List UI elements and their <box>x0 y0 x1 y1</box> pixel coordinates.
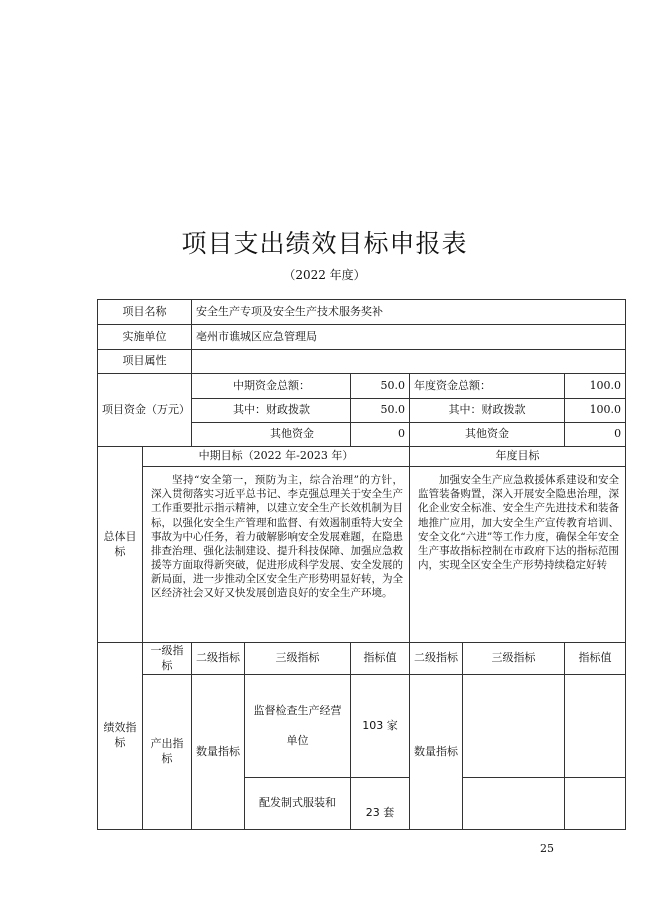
document-subtitle: （2022 年度） <box>283 268 366 282</box>
header-level2: 二级指标 <box>192 643 245 675</box>
mid-fiscal-value: 50.0 <box>351 399 410 423</box>
row1-level3: 监督检查生产经营单位 <box>245 675 351 778</box>
row2-level3: 配发制式服装和 <box>245 778 351 830</box>
mid-goal-text: 坚持“安全第一，预防为主，综合治理”的方针，深入贯彻落实习近平总书记、李克强总理关于安全生产工作重要批示指示精神，以建立安全生产长效机制为目标，以强化安全生产管理和监督、有效遏制重特大安全事故为中心任务，着力破解影响安全发展难题，在隐患排查治理、强化法制建设、提升科技保障、加强应急救援等方面取得新突破，促进形成科学发展、安全发展的新局面，进一步推动全区安全生产形势明显好转，为全区经济社会又好又快发展创造良好的安全生产环境。 <box>143 467 410 643</box>
year-goal-text: 加强安全生产应急救援体系建设和安全监管装备购置，深入开展安全隐患治理，深化企业安全标准、安全生产先进技术和装备地推广应用，加大安全生产宣传教育培训、安全文化“六进”等工作力度，确保全年安全生产事故指标控制在市政府下达的指标范围内，实现全区安全生产形势持续稳定好转 <box>410 467 626 643</box>
project-name-value: 安全生产专项及安全生产技术服务奖补 <box>192 300 626 325</box>
year-total-label: 年度资金总额： <box>410 374 565 399</box>
row2-value: 23 套 <box>351 778 410 830</box>
year-fiscal-label: 其中：财政拨款 <box>410 399 565 423</box>
project-name-label: 项目名称 <box>98 300 192 325</box>
mid-goal-header: 中期目标（2022 年-2023 年） <box>143 447 410 467</box>
header-level1: 一级指标 <box>143 643 192 675</box>
year-goal-header: 年度目标 <box>410 447 626 467</box>
row2-level3-b <box>463 778 565 830</box>
year-other-label: 其他资金 <box>410 423 565 447</box>
header-level2-b: 二级指标 <box>410 643 463 675</box>
performance-goal-form <box>97 299 626 830</box>
mid-total-label: 中期资金总额： <box>192 374 351 399</box>
output-label: 产出指标 <box>143 675 192 830</box>
header-level3: 三级指标 <box>245 643 351 675</box>
mid-other-value: 0 <box>351 423 410 447</box>
document-title: 项目支出绩效目标申报表 <box>181 229 468 258</box>
goal-label: 总体目标 <box>98 447 143 643</box>
header-level3-b: 三级指标 <box>463 643 565 675</box>
unit-value: 亳州市谯城区应急管理局 <box>192 325 626 350</box>
mid-total-value: 50.0 <box>351 374 410 399</box>
mid-other-label: 其他资金 <box>192 423 351 447</box>
row1-value: 103 家 <box>351 675 410 778</box>
year-total-value: 100.0 <box>565 374 626 399</box>
attr-label: 项目属性 <box>98 350 192 374</box>
row1-level3-b <box>463 675 565 778</box>
quantity-label: 数量指标 <box>192 675 245 830</box>
funds-label: 项目资金（万元） <box>98 374 192 447</box>
header-value-b: 指标值 <box>565 643 626 675</box>
year-fiscal-value: 100.0 <box>565 399 626 423</box>
row2-value-b <box>565 778 626 830</box>
perf-label: 绩效指标 <box>98 643 143 830</box>
page-number: 25 <box>540 842 554 855</box>
year-other-value: 0 <box>565 423 626 447</box>
row1-value-b <box>565 675 626 778</box>
unit-label: 实施单位 <box>98 325 192 350</box>
quantity-label-b: 数量指标 <box>410 675 463 830</box>
attr-value <box>192 350 626 374</box>
header-value: 指标值 <box>351 643 410 675</box>
mid-fiscal-label: 其中：财政拨款 <box>192 399 351 423</box>
